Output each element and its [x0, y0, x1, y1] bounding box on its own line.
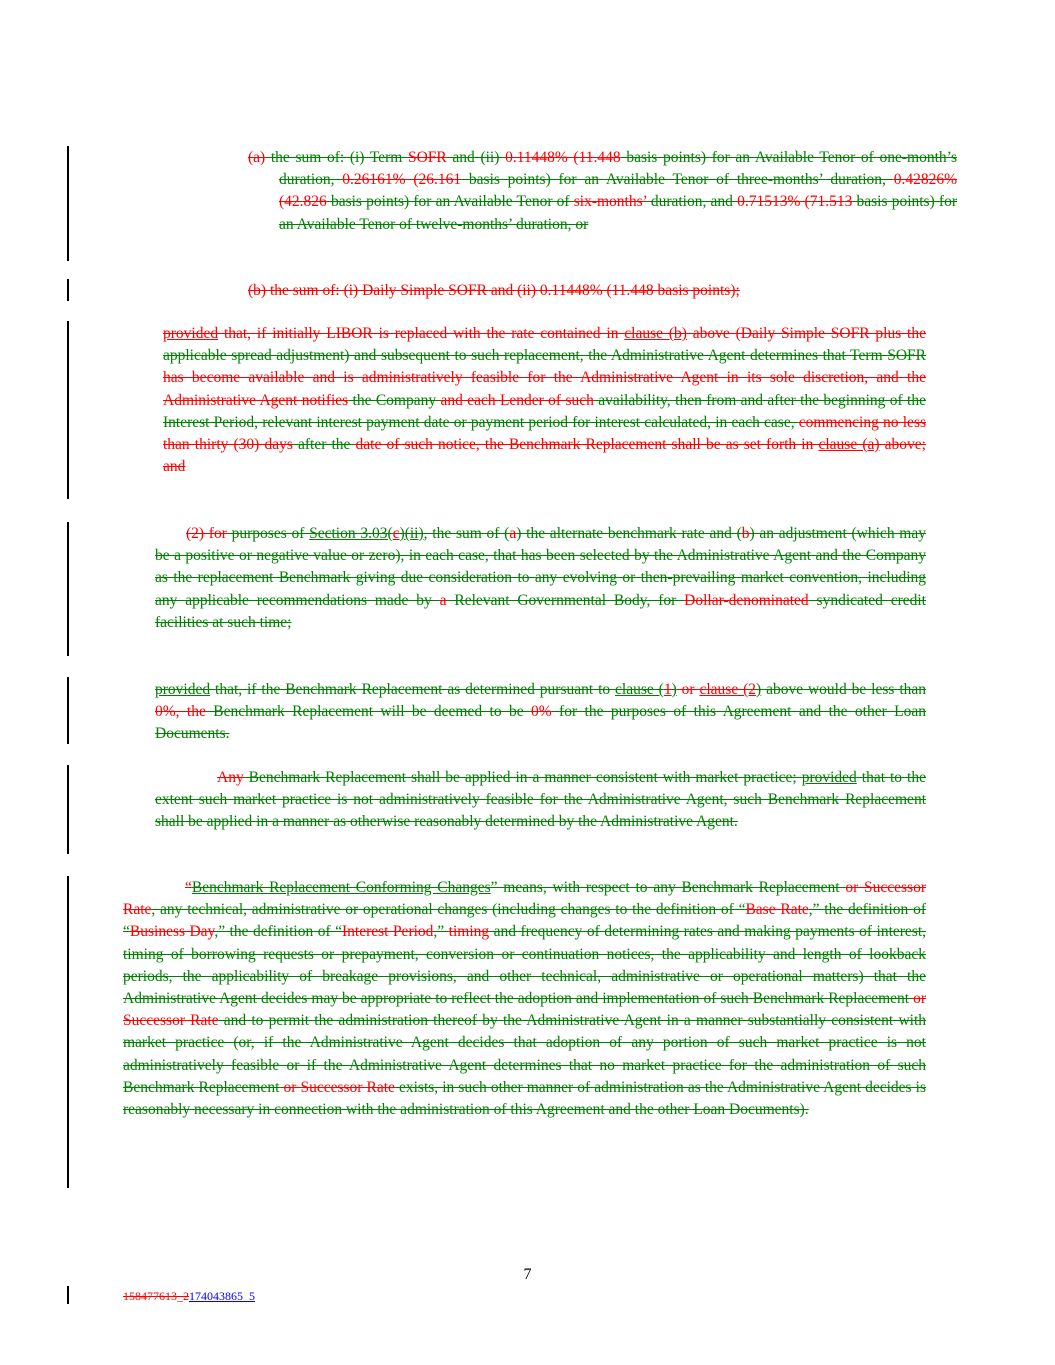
clause-b-paragraph: (b) the sum of: (i) Daily Simple SOFR and (ii) 0.11448% (11.448 basis points);	[248, 282, 740, 299]
change-bar	[67, 765, 69, 854]
change-bar	[67, 1286, 69, 1304]
provided-paragraph-1: provided that, if initially LIBOR is replaced with the rate contained in clause (b) above (Daily Simple SOFR plus the applicable spread adjustment) and subsequent to such replacement, the Administrative Agent determines that Term SOFR has become available and is administratively feasible for the Administrative Agent in its sole discretion, and the Administrative Agent notifies the Company and each Lender of such availability, then from and after the beginning of the Interest Period, relevant interest payment date or payment period for interest calculated, in each case, commencing no less than thirty (30) days after the date of such notice, the Benchmark Replacement shall be as set forth in clause (a) above; and	[163, 325, 927, 476]
change-bar	[67, 279, 69, 301]
provided-paragraph-2: provided that, if the Benchmark Replacement as determined pursuant to clause (1) or clause (2) above would be less than 0%, the Benchmark Replacement will be deemed to be 0% for the purposes of this Agreement and the other Loan Documents.	[155, 681, 927, 743]
page-number: 7	[523, 1266, 532, 1283]
clause-label: (a)	[248, 149, 266, 166]
change-bar	[67, 321, 69, 499]
change-bar	[67, 677, 69, 744]
clause-a-paragraph: (a) the sum of: (i) Term SOFR and (ii) 0.11448% (11.448 basis points) for an Available Tenor of one-month’s duration, 0.26161% (26.161 basis points) for an Available Tenor of three-months’ duration, 0.42826% (42.826 basis points) for an Available Tenor of six-months’ duration, and 0.71513% (71.513 basis points) for an Available Tenor of twelve-months’ duration, or	[248, 149, 957, 233]
new-document-id: 174043865_5	[189, 1289, 255, 1303]
change-bar	[67, 522, 69, 656]
conforming-changes-paragraph: “Benchmark Replacement Conforming Changes” means, with respect to any Benchmark Replacement or Successor Rate, any technical, administrative or operational changes (including changes to the definition of “Base Rate,” the definition of “Business Day,” the definition of “Interest Period,” timing and frequency of determining rates and making payments of interest, timing of borrowing requests or prepayment, conversion or continuation notices, the applicability and length of lookback periods, the applicability of breakage provisions, and other technical, administrative or operational matters) that the Administrative Agent decides may be appropriate to reflect the adoption and implementation of such Benchmark Replacement or Successor Rate and to permit the administration thereof by the Administrative Agent in a manner substantially consistent with market practice (or, if the Administrative Agent decides that adoption of any portion of such market practice is not administratively feasible or if the Administrative Agent determines that no market practice for the administration of such Benchmark Replacement or Successor Rate exists, in such other manner of administration as the Administrative Agent decides is reasonably necessary in connection with the administration of this Agreement and the other Loan Documents).	[123, 879, 927, 1119]
document-id-footer	[123, 1289, 255, 1304]
any-benchmark-paragraph: Any Benchmark Replacement shall be applied in a manner consistent with market practice; provided that to the extent such market practice is not administratively feasible for the Administrative Agent, such Benchmark Replacement shall be applied in a manner as otherwise reasonably determined by the Administrative Agent.	[155, 769, 926, 831]
change-bar	[67, 876, 69, 1188]
old-document-id: 158477613_2	[123, 1289, 189, 1303]
change-bar	[67, 146, 69, 261]
clause-2-paragraph: (2) for purposes of Section 3.03(c)(ii), the sum of (a) the alternate benchmark rate and (b) an adjustment (which may be a positive or negative value or zero), in each case, that has been selected by the Administrative Agent and the Company as the replacement Benchmark giving due consideration to any evolving or then-prevailing market convention, including any applicable recommendations made by a Relevant Governmental Body, for Dollar-denominated syndicated credit facilities at such time;	[155, 525, 926, 631]
